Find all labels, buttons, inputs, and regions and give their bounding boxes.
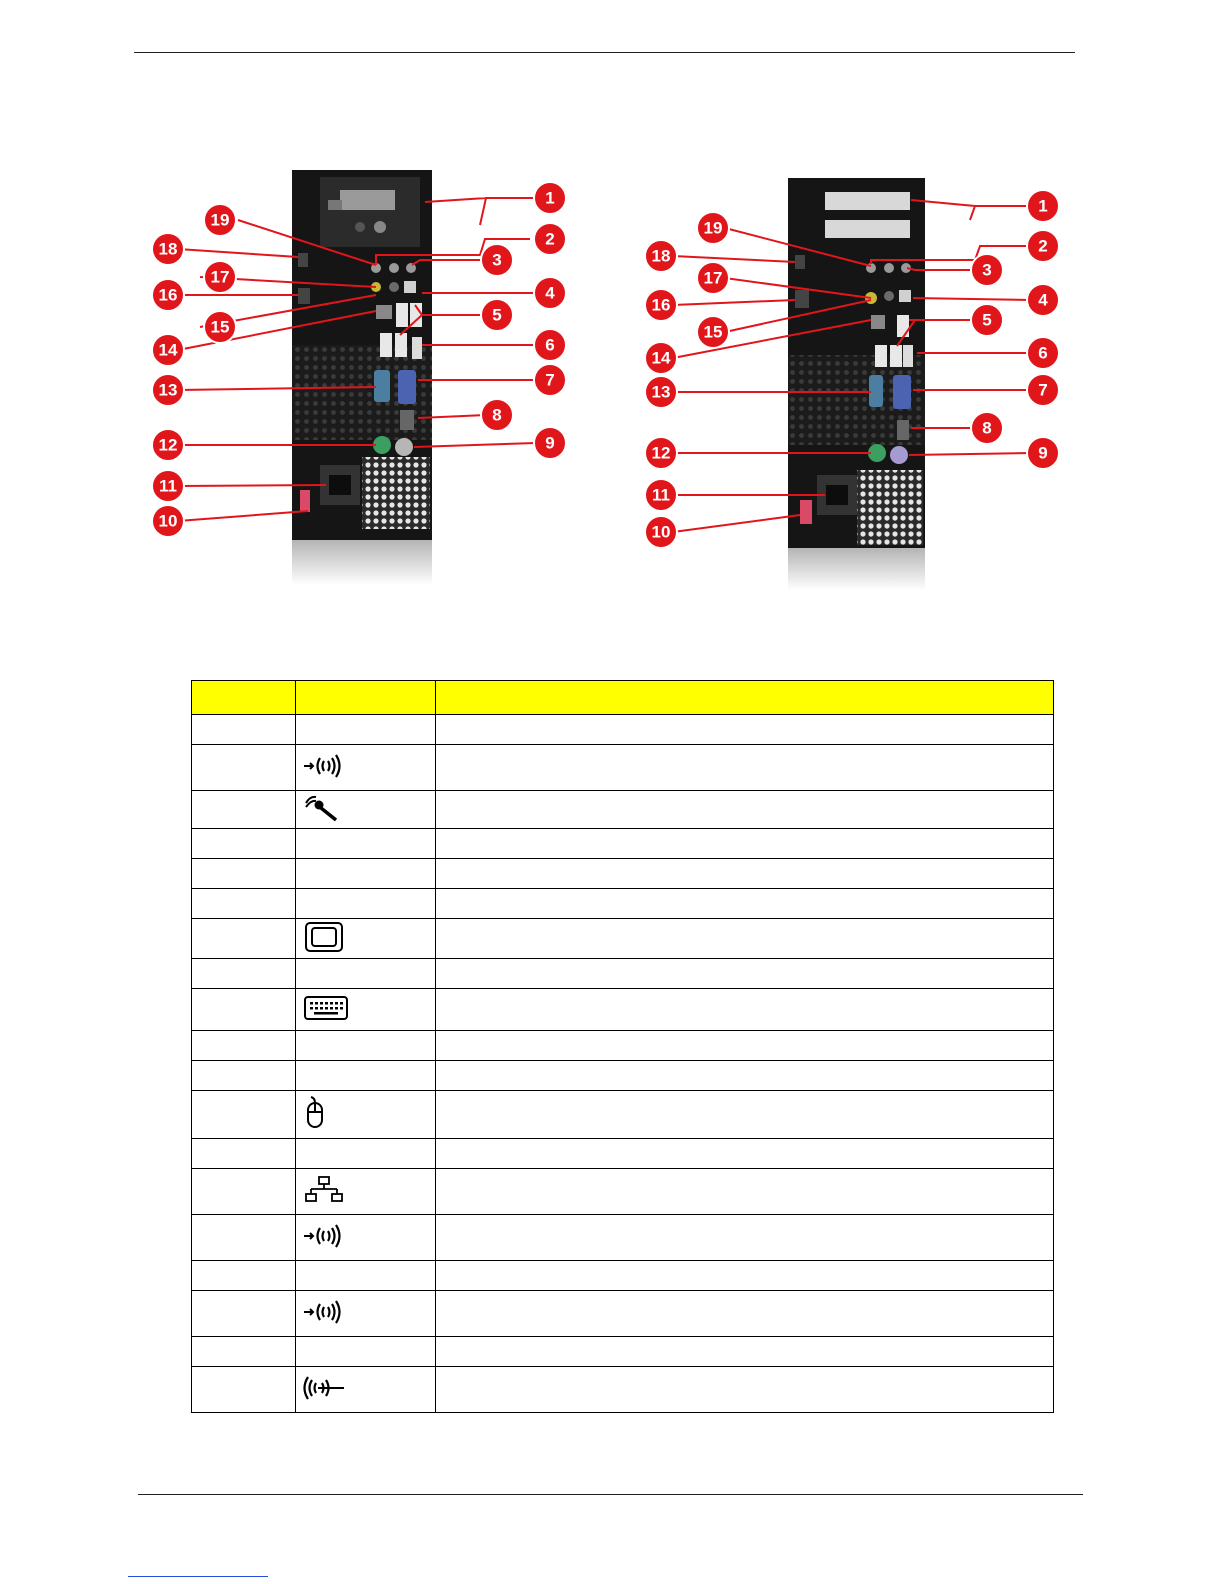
svg-text:16: 16 xyxy=(158,285,178,305)
callout-12 xyxy=(152,429,184,461)
row-icon-cell xyxy=(296,1337,436,1367)
callout-1 xyxy=(1027,190,1059,222)
rear-panel-figure-right xyxy=(635,170,1075,610)
callout-12 xyxy=(645,437,677,469)
svg-text:8: 8 xyxy=(492,405,502,425)
row-icon-cell xyxy=(296,1215,436,1261)
row-icon-cell xyxy=(296,1061,436,1091)
callout-3 xyxy=(971,254,1003,286)
monitor-icon xyxy=(302,921,429,956)
table-row xyxy=(192,791,1054,829)
row-icon-cell xyxy=(296,889,436,919)
table-row xyxy=(192,989,1054,1031)
row-icon-cell xyxy=(296,859,436,889)
svg-text:11: 11 xyxy=(159,476,177,496)
row-component-cell xyxy=(436,859,1054,889)
callout-14 xyxy=(645,342,677,374)
callout-15 xyxy=(204,311,236,343)
callout-10 xyxy=(645,516,677,548)
table-header-row xyxy=(192,681,1054,715)
row-component-cell xyxy=(436,1215,1054,1261)
row-number-cell xyxy=(192,1091,296,1139)
table-row xyxy=(192,1291,1054,1337)
svg-text:19: 19 xyxy=(703,218,723,238)
svg-text:15: 15 xyxy=(703,322,723,342)
svg-text:5: 5 xyxy=(492,305,502,325)
table-row xyxy=(192,959,1054,989)
row-number-cell xyxy=(192,791,296,829)
row-component-cell xyxy=(436,1291,1054,1337)
row-icon-cell xyxy=(296,1367,436,1413)
callout-6 xyxy=(534,329,566,361)
callout-2 xyxy=(1027,230,1059,262)
row-component-cell xyxy=(436,1261,1054,1291)
audio-icon xyxy=(302,752,429,783)
table-row xyxy=(192,1261,1054,1291)
svg-text:12: 12 xyxy=(158,435,178,455)
row-component-cell xyxy=(436,791,1054,829)
svg-text:3: 3 xyxy=(982,260,992,280)
svg-text:10: 10 xyxy=(158,511,178,531)
svg-text:9: 9 xyxy=(1038,443,1048,463)
header-icon xyxy=(296,681,436,715)
row-component-cell xyxy=(436,745,1054,791)
table-row xyxy=(192,1031,1054,1061)
row-component-cell xyxy=(436,989,1054,1031)
row-number-cell xyxy=(192,1139,296,1169)
callout-8 xyxy=(971,412,1003,444)
callout-4 xyxy=(1027,284,1059,316)
callout-8 xyxy=(481,399,513,431)
row-number-cell xyxy=(192,715,296,745)
svg-text:13: 13 xyxy=(158,380,178,400)
row-component-cell xyxy=(436,1031,1054,1061)
table-row xyxy=(192,1061,1054,1091)
table-row xyxy=(192,745,1054,791)
svg-text:12: 12 xyxy=(651,443,671,463)
row-icon-cell xyxy=(296,829,436,859)
microphone-icon xyxy=(302,793,429,826)
table-row xyxy=(192,715,1054,745)
table-row xyxy=(192,1367,1054,1413)
callout-18 xyxy=(645,240,677,272)
svg-text:17: 17 xyxy=(210,267,230,287)
row-icon-cell xyxy=(296,1139,436,1169)
callout-13 xyxy=(645,376,677,408)
svg-text:1: 1 xyxy=(1038,196,1048,216)
callout-14 xyxy=(152,334,184,366)
svg-text:2: 2 xyxy=(545,229,555,249)
row-component-cell xyxy=(436,1139,1054,1169)
row-icon-cell xyxy=(296,959,436,989)
footer-rule xyxy=(138,1494,1083,1495)
row-component-cell xyxy=(436,715,1054,745)
svg-text:19: 19 xyxy=(210,210,230,230)
row-icon-cell xyxy=(296,919,436,959)
row-icon-cell xyxy=(296,715,436,745)
svg-text:18: 18 xyxy=(158,239,178,259)
callout-5 xyxy=(481,299,513,331)
svg-text:3: 3 xyxy=(492,250,502,270)
svg-text:15: 15 xyxy=(210,317,230,337)
svg-text:13: 13 xyxy=(651,382,671,402)
mouse-icon xyxy=(302,1095,429,1134)
svg-text:4: 4 xyxy=(1038,290,1048,310)
header-no xyxy=(192,681,296,715)
callout-6 xyxy=(1027,337,1059,369)
row-icon-cell xyxy=(296,1031,436,1061)
table-row xyxy=(192,859,1054,889)
svg-text:5: 5 xyxy=(982,310,992,330)
svg-text:11: 11 xyxy=(652,485,670,505)
row-number-cell xyxy=(192,959,296,989)
table-row xyxy=(192,1169,1054,1215)
row-icon-cell xyxy=(296,745,436,791)
svg-text:6: 6 xyxy=(1038,343,1048,363)
callout-2 xyxy=(534,223,566,255)
audio-icon xyxy=(302,1222,429,1253)
footer-link-underline[interactable] xyxy=(128,1576,268,1577)
svg-text:14: 14 xyxy=(158,340,178,360)
callout-1 xyxy=(534,182,566,214)
row-number-cell xyxy=(192,1291,296,1337)
callout-9 xyxy=(534,427,566,459)
network-icon xyxy=(302,1175,429,1208)
row-component-cell xyxy=(436,1169,1054,1215)
row-component-cell xyxy=(436,889,1054,919)
callout-10 xyxy=(152,505,184,537)
row-number-cell xyxy=(192,829,296,859)
row-component-cell xyxy=(436,1091,1054,1139)
row-number-cell xyxy=(192,1337,296,1367)
row-component-cell xyxy=(436,1367,1054,1413)
svg-text:2: 2 xyxy=(1038,236,1048,256)
row-icon-cell xyxy=(296,1169,436,1215)
row-number-cell xyxy=(192,859,296,889)
row-component-cell xyxy=(436,1337,1054,1367)
row-icon-cell xyxy=(296,989,436,1031)
row-icon-cell xyxy=(296,791,436,829)
callout-17 xyxy=(697,262,729,294)
svg-text:7: 7 xyxy=(1038,380,1048,400)
header-component xyxy=(436,681,1054,715)
svg-text:6: 6 xyxy=(545,335,555,355)
svg-text:1: 1 xyxy=(545,188,555,208)
callout-19 xyxy=(697,212,729,244)
row-number-cell xyxy=(192,889,296,919)
row-number-cell xyxy=(192,1367,296,1413)
svg-text:17: 17 xyxy=(703,268,723,288)
table-row xyxy=(192,1139,1054,1169)
row-component-cell xyxy=(436,829,1054,859)
svg-text:4: 4 xyxy=(545,283,555,303)
callout-9 xyxy=(1027,437,1059,469)
svg-text:7: 7 xyxy=(545,370,555,390)
row-icon-cell xyxy=(296,1091,436,1139)
svg-text:10: 10 xyxy=(651,522,671,542)
row-number-cell xyxy=(192,1169,296,1215)
callout-13 xyxy=(152,374,184,406)
svg-text:9: 9 xyxy=(545,433,555,453)
callout-16 xyxy=(152,279,184,311)
row-number-cell xyxy=(192,919,296,959)
callout-17 xyxy=(204,261,236,293)
rear-panel-port-table xyxy=(191,680,1054,1413)
table-row xyxy=(192,889,1054,919)
callout-11 xyxy=(152,470,184,502)
svg-text:18: 18 xyxy=(651,246,671,266)
row-component-cell xyxy=(436,919,1054,959)
row-icon-cell xyxy=(296,1261,436,1291)
callout-5 xyxy=(971,304,1003,336)
row-number-cell xyxy=(192,1215,296,1261)
rear-panel-figure-left xyxy=(140,165,580,605)
table-row xyxy=(192,1337,1054,1367)
table-row xyxy=(192,1215,1054,1261)
row-component-cell xyxy=(436,1061,1054,1091)
row-icon-cell xyxy=(296,1291,436,1337)
row-number-cell xyxy=(192,1261,296,1291)
callout-3 xyxy=(481,244,513,276)
callout-4 xyxy=(534,277,566,309)
audio-icon xyxy=(302,1298,429,1329)
callout-11 xyxy=(645,479,677,511)
callout-18 xyxy=(152,233,184,265)
callout-7 xyxy=(534,364,566,396)
row-number-cell xyxy=(192,1031,296,1061)
callout-19 xyxy=(204,204,236,236)
header-rule xyxy=(134,52,1075,53)
keyboard-icon xyxy=(302,995,429,1024)
callout-7 xyxy=(1027,374,1059,406)
line-in-icon xyxy=(302,1374,429,1405)
svg-text:8: 8 xyxy=(982,418,992,438)
table-row xyxy=(192,919,1054,959)
table-row xyxy=(192,1091,1054,1139)
callout-16 xyxy=(645,289,677,321)
svg-text:14: 14 xyxy=(651,348,671,368)
row-number-cell xyxy=(192,1061,296,1091)
table-row xyxy=(192,829,1054,859)
row-component-cell xyxy=(436,959,1054,989)
row-number-cell xyxy=(192,989,296,1031)
callout-15 xyxy=(697,316,729,348)
row-number-cell xyxy=(192,745,296,791)
svg-text:16: 16 xyxy=(651,295,671,315)
